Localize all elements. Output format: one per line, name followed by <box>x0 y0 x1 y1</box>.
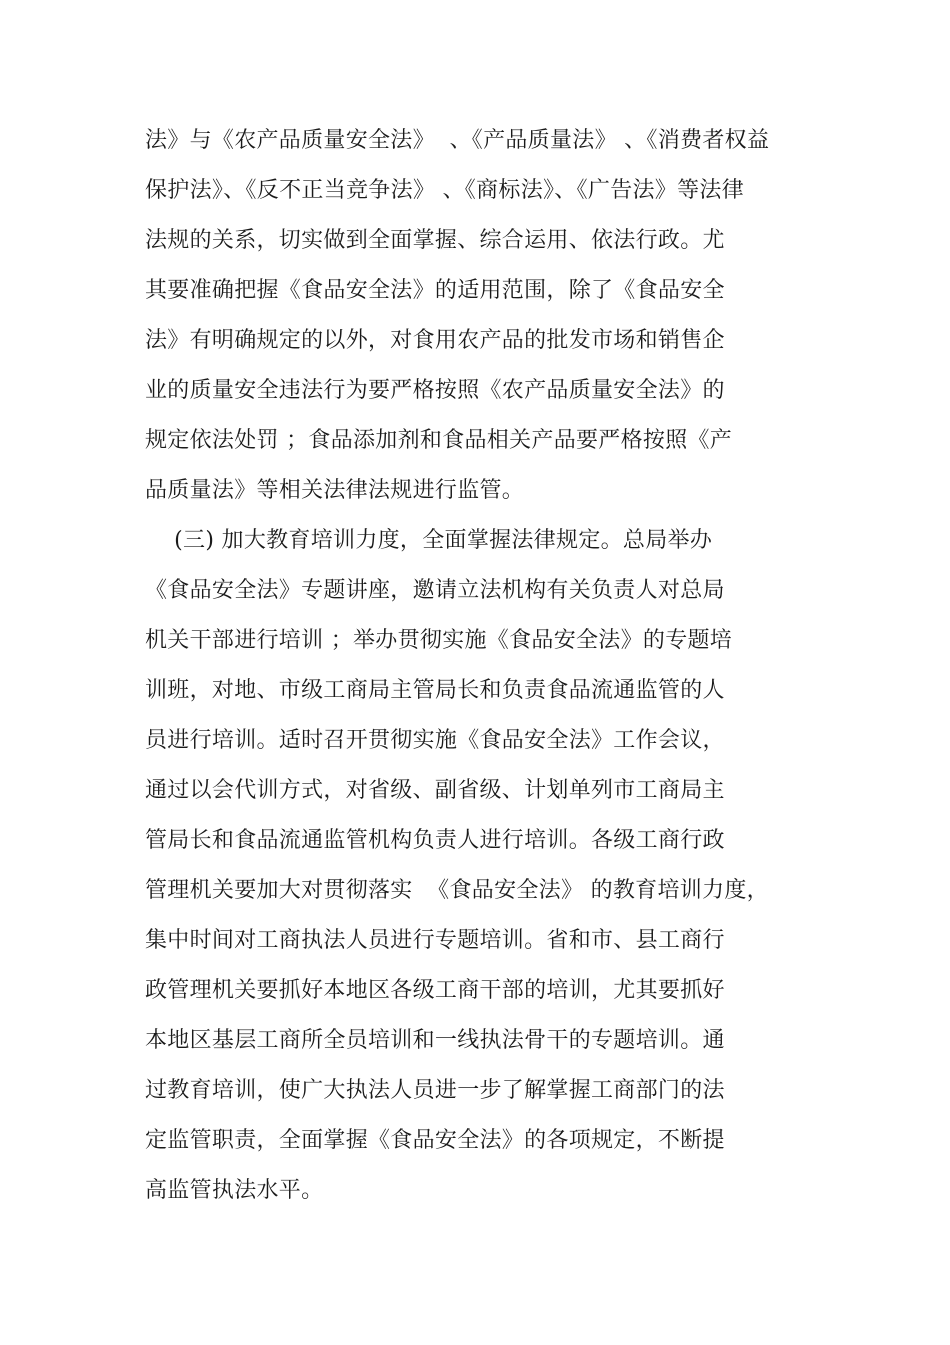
text-line: 本地区基层工商所全员培训和一线执法骨干的专题培训。通 <box>145 1028 725 1053</box>
text-line: 业的质量安全违法行为要严格按照《农产品质量安全法》的 <box>145 378 725 403</box>
text-line: 管局长和食品流通监管机构负责人进行培训。各级工商行政 <box>145 828 725 853</box>
text-line: 管理机关要加大对贯彻落实 《食品安全法》 的教育培训力度， <box>145 878 769 903</box>
text-line: 法》与《农产品质量安全法》 、《产品质量法》 、《消费者权益 <box>145 128 770 153</box>
text-line: 规定依法处罚 ；食品添加剂和食品相关产品要严格按照《产 <box>145 428 733 453</box>
text-line: 机关干部进行培训 ；举办贯彻实施《食品安全法》的专题培 <box>145 628 733 653</box>
text-line: 《食品安全法》专题讲座，邀请立法机构有关负责人对总局 <box>145 578 725 603</box>
section-heading-line: (三) 加大教育培训力度，全面掌握法律规定。总局举办 <box>145 528 713 553</box>
text-line: 品质量法》等相关法律法规进行监管。 <box>145 478 525 503</box>
text-line: 过教育培训，使广大执法人员进一步了解掌握工商部门的法 <box>145 1078 725 1103</box>
text-line: 法》有明确规定的以外，对食用农产品的批发市场和销售企 <box>145 328 725 353</box>
text-line: 其要准确把握《食品安全法》的适用范围，除了《食品安全 <box>145 278 725 303</box>
text-line: 员进行培训。适时召开贯彻实施《食品安全法》工作会议， <box>145 728 725 753</box>
text-line: 保护法》、《反不正当竞争法》 、《商标法》、《广告法》等法律 <box>145 178 744 203</box>
text-line: 通过以会代训方式，对省级、副省级、计划单列市工商局主 <box>145 778 725 803</box>
text-line: 训班，对地、市级工商局主管局长和负责食品流通监管的人 <box>145 678 725 703</box>
text-line: 集中时间对工商执法人员进行专题培训。省和市、县工商行 <box>145 928 725 953</box>
text-line: 法规的关系，切实做到全面掌握、综合运用、依法行政。尤 <box>145 228 725 253</box>
text-line: 政管理机关要抓好本地区各级工商干部的培训，尤其要抓好 <box>145 978 725 1003</box>
text-line: 高监管执法水平。 <box>145 1178 324 1203</box>
text-line: 定监管职责，全面掌握《食品安全法》的各项规定，不断提 <box>145 1128 725 1153</box>
